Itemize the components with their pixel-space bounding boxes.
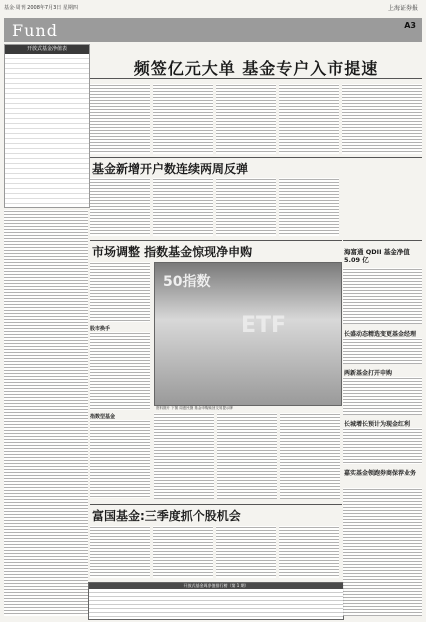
news-photo [154, 262, 342, 406]
divider [90, 157, 422, 158]
paper-name: 上海证券报 [387, 5, 418, 12]
table-row [89, 617, 343, 620]
text-column [343, 377, 422, 415]
text-column [90, 84, 150, 154]
masthead-info: 基金·周刊 2008年7月3日 星期四 [4, 5, 78, 11]
brief-title-3: 两新基金打开申购 [344, 370, 393, 377]
section-label: 指数型基金 [90, 414, 116, 420]
text-column [279, 526, 339, 578]
text-column [90, 526, 150, 578]
brief-title-1: 海富通 QDII 基金净值 5.09 亿 [344, 248, 410, 264]
divider [90, 240, 342, 241]
main-headline: 频签亿元大单 基金专户入市提速 [133, 59, 379, 78]
text-column [217, 413, 277, 499]
text-column [279, 178, 339, 236]
subheadline-3: 富国基金:三季度抓个股机会 [92, 509, 241, 523]
text-column [153, 178, 213, 236]
text-column [90, 262, 150, 322]
page-number: A3 [404, 21, 416, 30]
text-column [342, 84, 422, 154]
photo-text-1: 50指数 [163, 274, 211, 290]
text-column [216, 526, 276, 578]
text-column [4, 210, 88, 616]
text-column [90, 332, 150, 410]
nav-table-sidebar [4, 44, 90, 208]
section-title: Fund [12, 21, 58, 40]
text-column [343, 488, 422, 616]
brief-title-2: 长盛动态精选变更基金经理 [344, 331, 417, 338]
text-column [216, 84, 276, 154]
section-label: 股市换手 [90, 326, 111, 332]
brief-title-4: 长城增长预计为现金红利 [344, 421, 411, 428]
text-column [154, 413, 214, 499]
text-column [279, 84, 339, 154]
sidebar-row [5, 199, 89, 204]
photo-caption: 资料图片 下图 周惠民摄 基金申购赎回交易提示牌 [156, 406, 233, 410]
masthead-top [4, 6, 422, 16]
text-column [153, 84, 213, 154]
subheadline-1: 基金新增开户数连续两周反弹 [92, 162, 249, 176]
text-column [153, 526, 213, 578]
sidebar-title: 开放式基金净值表 [5, 45, 89, 54]
brief-title-5: 嘉实基金领跑券商保荐业务 [344, 470, 417, 477]
photo-text-2: ETF [241, 313, 287, 338]
section-header [4, 18, 422, 42]
text-column [343, 268, 422, 324]
nav-ranking-table [88, 582, 344, 620]
text-column [343, 428, 422, 464]
subheadline-2: 市场调整 指数基金惊现净申购 [92, 245, 253, 259]
divider [90, 504, 342, 505]
text-column [343, 338, 422, 364]
text-column [280, 413, 340, 499]
text-column [90, 420, 150, 498]
text-column [90, 178, 150, 236]
text-column [216, 178, 276, 236]
divider [90, 78, 422, 79]
table-title: 开放式基金周净值排行榜（第 1 期） [89, 583, 343, 589]
divider [343, 240, 422, 241]
